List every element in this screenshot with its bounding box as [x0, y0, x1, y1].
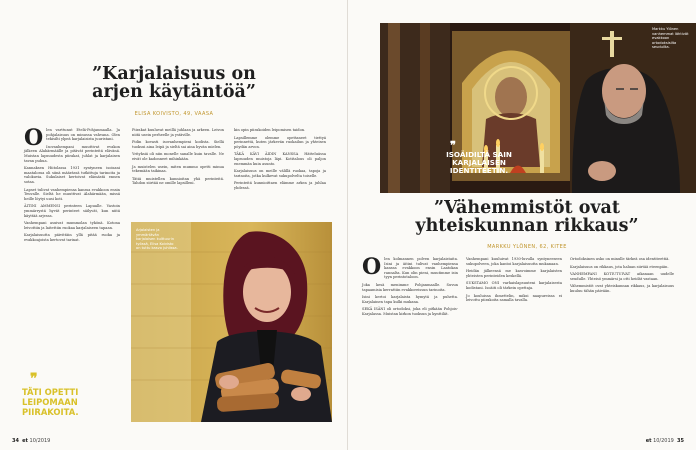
right-headline-line1: ”Vähemmistöt ovat [434, 198, 620, 218]
paragraph: ÄITINI AMMENSI perinteen Lapualle. Vastoin ymmärrystä hyvät perinteet säilyvät, kun niitä käyttää arjessa. [24, 204, 120, 218]
paragraph: VANHEMPANI KOTIUTUIVAT aikanaan uudelle seudulle. Yhteisö ymmärsi ja otti heidät vastaan. [570, 272, 674, 281]
magazine-name: et [22, 438, 28, 444]
right-photo-caption: Markku Ylönen vanhemmat lähtivät evakkoon ortodoksisilta seuduilta. [652, 27, 689, 49]
paragraph: Jo kouluissa ihmettelin, miksi naapureissa ei leivottu piirakoita samalla tavalla. [466, 293, 562, 303]
paragraph: SUKSTAMO ONI varhaislapsuuteni karjalaisesta kodistani. Isoäiti oli tärkein opettaja. [466, 281, 562, 290]
left-col-1 [24, 125, 120, 418]
paragraph: len varttunut Etelä-Pohjanmaalla. Ja pohjalaisuus on minussa vahvana. Olen tekisilti ylpeä karjalaisista juuristani. [46, 128, 120, 142]
issue-number: 10/2019 [653, 438, 674, 444]
paragraph: Heidän jälkeensä me kasvoimme karjalaisten yhteisten perinteiden keskellä. [466, 269, 562, 278]
woman-with-bread-illustration [131, 222, 332, 422]
paragraph: Ja muistelen usein, miten mummo opetti minua tekemään taikinaa. [132, 164, 224, 174]
left-headline-line1: ”Karjalaisuus on [92, 64, 256, 84]
issue-number: 10/2019 [29, 438, 51, 444]
paragraph: Pidin kovasti isovanhempieni kodista. Siellä tuoksui aina leipä ja sieltä sai aina hyvän mielen. [132, 140, 224, 149]
right-page [348, 0, 696, 450]
paragraph: Vähemmistöt ovat yhteiskunnan rikkaus, ja karjalaisuus kuuluu tähän päivään. [570, 284, 674, 293]
right-byline: MARKKU YLÖNEN, 62, KITEE [487, 244, 567, 250]
paragraph: Lapset tulivat vanhempiensa kanssa evakkoon ensin Teuvalle. Sieltä he muuttivat Alahärmään, missä heille löytyi uusi koti. [24, 187, 120, 201]
paragraph: Isini kertoi karjalaista hymytä ja puhetta. Karjalainen tapa kulki mukana. [362, 295, 458, 304]
paragraph: Piirakat kuuluvat meillä juhlaan ja arkeen. Leivon niitä usein perheelle ja ystäville. [132, 128, 224, 137]
paragraph: Tätiä muistellen kunnioitan yhä perinteitä. Tahdon siirtää ne omille lapsilleni. [132, 176, 224, 186]
right-page-number [646, 438, 684, 444]
paragraph: Karjalaisuutta päivittäin yllä pitää ruoka ja evakkoajoista kertovat tarinat. [24, 233, 120, 242]
paragraph: Karjalaisuus on meille välillä ruokaa, tapoja ja tarinoita, jotka kulkevat sukupolvelta toiselle. [234, 169, 326, 178]
left-headline [40, 66, 308, 102]
left-dropcap: O [24, 125, 44, 151]
paragraph: TÄKÄ KÄVI ÄIDIN KANSSA Hätteluässa lapsuuden muistoja läpi. Kotitalous oli paljon enemmän kuin asunto. [234, 152, 326, 166]
left-col-2 [132, 128, 224, 212]
left-headline-line2: arjen käytäntöä” [92, 81, 256, 102]
paragraph: Lapsillemme olemme opettaneet tiettyä perinnettä, kuten järkevän ruokailun ja yhteisen pöydän arvon. [234, 135, 326, 149]
paragraph: Vanhempani asuivat mummolan tykönä. Kotona leivottiin ja laitettiin ruokaa karjalaiseen tapaan. [24, 221, 120, 230]
paragraph: Vanhempani kuuluivat 1930-luvulla syntyneeseen sukupolveen, joka kantoi karjalaisuutta mukanaan. [466, 257, 562, 266]
magazine-name: et [645, 438, 652, 444]
left-pull-quote: TÄTI OPETTI LEIPOMAAN PIIRAKOITA. [22, 387, 79, 417]
paragraph: Ortodoksinen usko on minulle tärkeä osa identiteettiä. [570, 257, 670, 261]
right-col-1 [362, 254, 458, 427]
right-headline-line2: yhteiskunnan rikkaus” [415, 215, 639, 236]
paragraph: SEKÄ ISÄNI oli ortodoksi, joka eli pitkään Pohjois-Karjalassa. Muistan kirkon tuoksun ja kynttilät. [362, 307, 458, 316]
page-number: 34 [12, 438, 19, 444]
paragraph: Joka kesä menimme Pohjanmaalle. Suvun tapaamisia kerrattiin evakkoreissun tarinoita. [362, 282, 458, 292]
right-headline [382, 200, 672, 236]
woman-photo [131, 222, 332, 422]
left-byline: ELISA KOIVISTO, 49, VAASA [134, 111, 214, 117]
paragraph: Kannaksen Hiitolassa 1931 syntyneen isoisani maatalossa oli siinä määrässä tutkittuja tarinoita ja valokuvia. Sukulaiset kertoivat elämästä ennen sotaa. [24, 166, 120, 184]
paragraph: kin opin piirakoiden leipomisen taidon. [234, 128, 306, 132]
right-col-2 [466, 257, 562, 427]
church-photo [380, 23, 696, 193]
paragraph: len kolmannen polven karjalaistaita. Isini ja äitini tulivat vanhempiensa kanssa evakkoon ensin Laatokan rannalta. Kun olin pieni, muutimme isin tyyn perintotaloon. [384, 257, 458, 280]
right-dropcap: O [362, 254, 382, 280]
right-col-3 [570, 257, 674, 427]
left-photo-caption: Arjalaisten ja ymmärtävän karjalaisen kulttuurin työssä, Elisa Koivisto on tuttu kasvo juhlissa. [136, 228, 178, 250]
page-number: 35 [677, 438, 684, 444]
paragraph: Perinteitä kunnioittaen elämme arkea ja juhlaa yhdessä. [234, 181, 326, 190]
quote-marks-icon: ❞ [450, 139, 456, 152]
paragraph: Karjalaisuus on rikkaus, jota haluan siirtää eteenpäin. [570, 264, 669, 269]
paragraph: Isovanhempani muuttivat evakon jälkeen Alahärmäälle ja pitävät perinteitä elävänä. Muistan lapsuudesta piirakat, juhlat ja karjalaisen tavan puhua. [24, 144, 120, 163]
left-page-number [12, 438, 50, 444]
right-pull-quote: ISOÄIDILTÄ SAIN KARJALAISEN IDENTITEETIN. [446, 150, 512, 176]
left-col-3 [234, 128, 326, 212]
quote-marks-icon: ❞ [30, 371, 38, 387]
paragraph: Yrityksiä oli niin monelle sanalle kuin tavalle. Ne eivät ole kadonneet mihinkään. [132, 152, 224, 161]
